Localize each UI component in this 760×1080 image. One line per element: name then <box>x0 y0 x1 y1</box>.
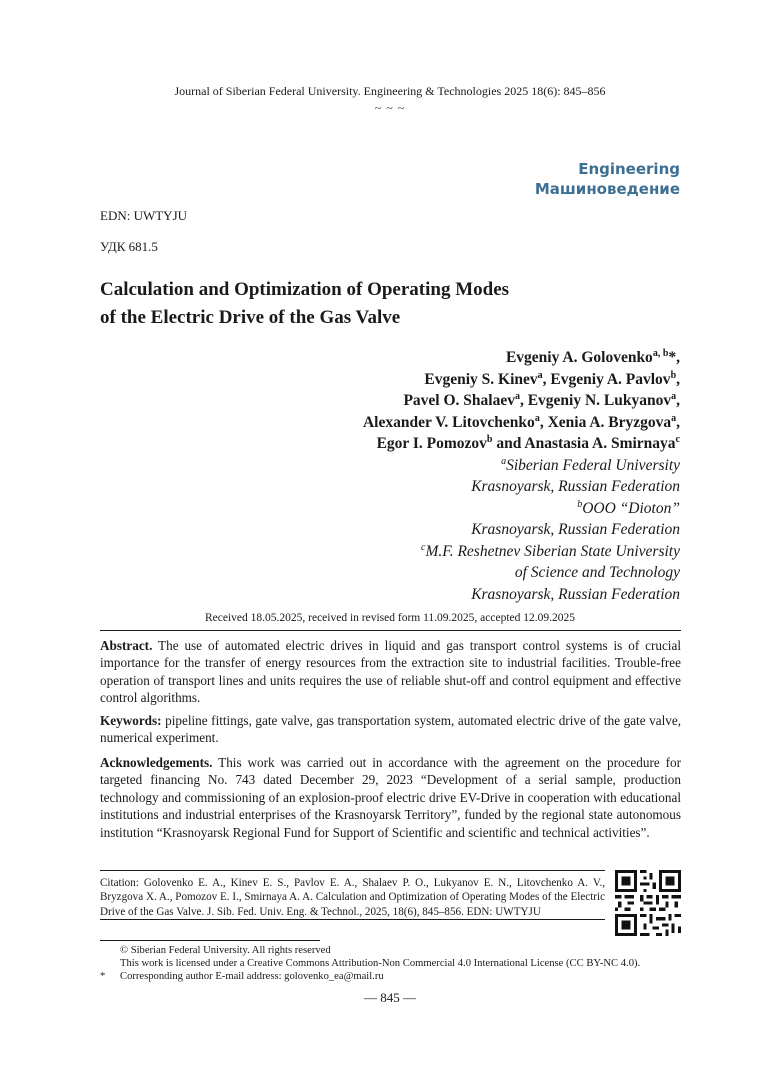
author-affiliation-sup: a <box>671 390 677 402</box>
section-label-ru: Машиноведение <box>534 180 680 198</box>
footnote-rule <box>100 940 320 941</box>
author-name: Evgeniy A. Pavlov <box>550 370 671 388</box>
affiliation-c-line-1 <box>120 541 680 563</box>
citation-top-rule <box>100 870 605 871</box>
corresponding-mark: *, <box>668 349 680 366</box>
affiliation-a-line-2: Krasnoyarsk, Russian Federation <box>471 478 680 495</box>
affiliation-a-line-1 <box>120 455 680 477</box>
acknowledgements-label: Acknowledgements. <box>100 755 213 770</box>
edn-code: EDN: UWTYJU <box>100 208 188 223</box>
affiliation-c-line-2: of Science and Technology <box>514 564 680 581</box>
citation-bottom-rule <box>100 919 605 920</box>
article-title <box>100 276 620 332</box>
affiliation-sup: c <box>421 541 426 553</box>
author-name: Evgeniy N. Lukyanov <box>527 392 672 409</box>
author-affiliation-sup: b <box>486 433 493 445</box>
author-line-2: Evgeniy S. Kinev$^a$, Evgeniy A. Pavlov$^b$, <box>424 369 680 388</box>
copyright-note: © Siberian Federal University. All rights reserved <box>120 945 331 956</box>
footnote-star: * <box>100 971 106 982</box>
header-ornament: ~ ~ ~ <box>374 101 406 115</box>
page-number: — 845 — <box>364 990 416 1005</box>
author-conjunction: and <box>496 435 522 452</box>
author-affiliation-sup: a <box>534 412 540 424</box>
udk-code: УДК 681.5 <box>100 239 158 254</box>
author-name: Alexander V. Litovchenko <box>362 413 535 431</box>
affiliation-text: Siberian Federal University <box>506 456 680 474</box>
qr-code-icon[interactable] <box>615 870 681 936</box>
author-line-1 <box>120 347 680 369</box>
affiliation-b-line-2: Krasnoyarsk, Russian Federation <box>471 521 680 538</box>
citation: Citation: Golovenko E. A., Kinev E. S., Pavlov E. A., Shalaev P. O., Lukyanov E. N., Litovchenko A. V., Bryzgova X. A., Pomozov E. I., Smirnaya A. A. Calculation and Optimization of Operating Modes of the Electric Drive of the Gas Valve. J. Sib. Fed. Univ. Eng. & Technol., 2025, 18(6), 845–856. EDN: UWTYJU <box>100 877 605 918</box>
acknowledgements-text: This work was carried out in accordance with the agreement on the procedure for targeted financing No. 743 dated December 29, 2023 “Development of a serial sample, production technology and commissioning of an explosion-proof electric drive EV-Drive in cooperation with educational institutions and industrial enterprises of the Krasnoyarsk Territory”, funded by the regional state autonomous institution “Krasnoyarsk Regional Fund for Support of Scientific and scientific and technical activities”. <box>100 755 682 840</box>
affiliation-sup: b <box>577 498 583 510</box>
acknowledgements <box>100 754 681 841</box>
author-name: Evgeniy A. Golovenko <box>505 349 653 366</box>
keywords <box>100 712 681 747</box>
abstract-text: The use of automated electric drives in liquid and gas transport control systems is of crucial importance for the transfer of energy resources from the extraction site to industrial facilities. Trouble-free operation of transport lines and units requires the use of reliable shut-off and control equipment and effective control algorithms. <box>100 638 681 706</box>
section-label-en: Engineering <box>578 160 680 178</box>
journal-header: Journal of Siberian Federal University. Engineering & Technologies 2025 18(6): 845–856 <box>174 84 606 98</box>
author-affiliation-sup: b <box>670 369 677 381</box>
author-name: Evgeniy S. Kinev <box>424 370 538 388</box>
keywords-label: Keywords: <box>100 713 162 728</box>
affiliation-c-line-3: Krasnoyarsk, Russian Federation <box>471 585 680 603</box>
abstract-label: Abstract. <box>100 638 153 653</box>
license-note: This work is licensed under a Creative Commons Attribution-Non Commercial 4.0 International License (CC BY-NC 4.0). <box>120 958 641 969</box>
author-line-3: Pavel O. Shalaev$^a$, Evgeniy N. Lukyanov$^a$, <box>403 390 680 409</box>
divider <box>100 630 681 631</box>
author-name: Egor I. Pomozov <box>376 435 487 452</box>
affiliation-text: OOO “Dioton” <box>582 499 680 517</box>
affiliation-text: M.F. Reshetnev Siberian State University <box>425 542 680 560</box>
author-name: Pavel O. Shalaev <box>403 392 515 409</box>
author-affiliation-sup: c <box>675 433 680 445</box>
corresponding-author-text: Corresponding author E-mail address: golovenko_ea@mail.ru <box>120 971 384 982</box>
abstract <box>100 637 681 707</box>
received-dates: Received 18.05.2025, received in revised form 11.09.2025, accepted 12.09.2025 <box>204 612 576 624</box>
author-affiliation-sup: a <box>671 412 677 424</box>
title-line-2: of the Electric Drive of the Gas Valve <box>100 307 401 328</box>
author-affiliation-sup: a, b <box>652 347 669 359</box>
author-line-4: Alexander V. Litovchenko$^a$, Xenia A. Bryzgova$^a$, <box>362 412 680 431</box>
affiliation-sup: a <box>501 455 507 467</box>
corresponding-author-note <box>100 970 700 983</box>
author-name: Xenia A. Bryzgova <box>547 413 672 431</box>
author-affiliation-sup: a <box>537 369 543 381</box>
author-block <box>120 347 680 605</box>
author-affiliation-sup: a <box>514 390 520 402</box>
affiliation-b-line-1 <box>120 498 680 520</box>
title-line-1: Calculation and Optimization of Operating Modes <box>100 279 510 300</box>
author-line-5 <box>120 433 680 455</box>
author-name: Anastasia A. Smirnaya <box>524 435 676 452</box>
keywords-text: pipeline fittings, gate valve, gas transportation system, automated electric drive of the gate valve, numerical experiment. <box>100 713 682 746</box>
